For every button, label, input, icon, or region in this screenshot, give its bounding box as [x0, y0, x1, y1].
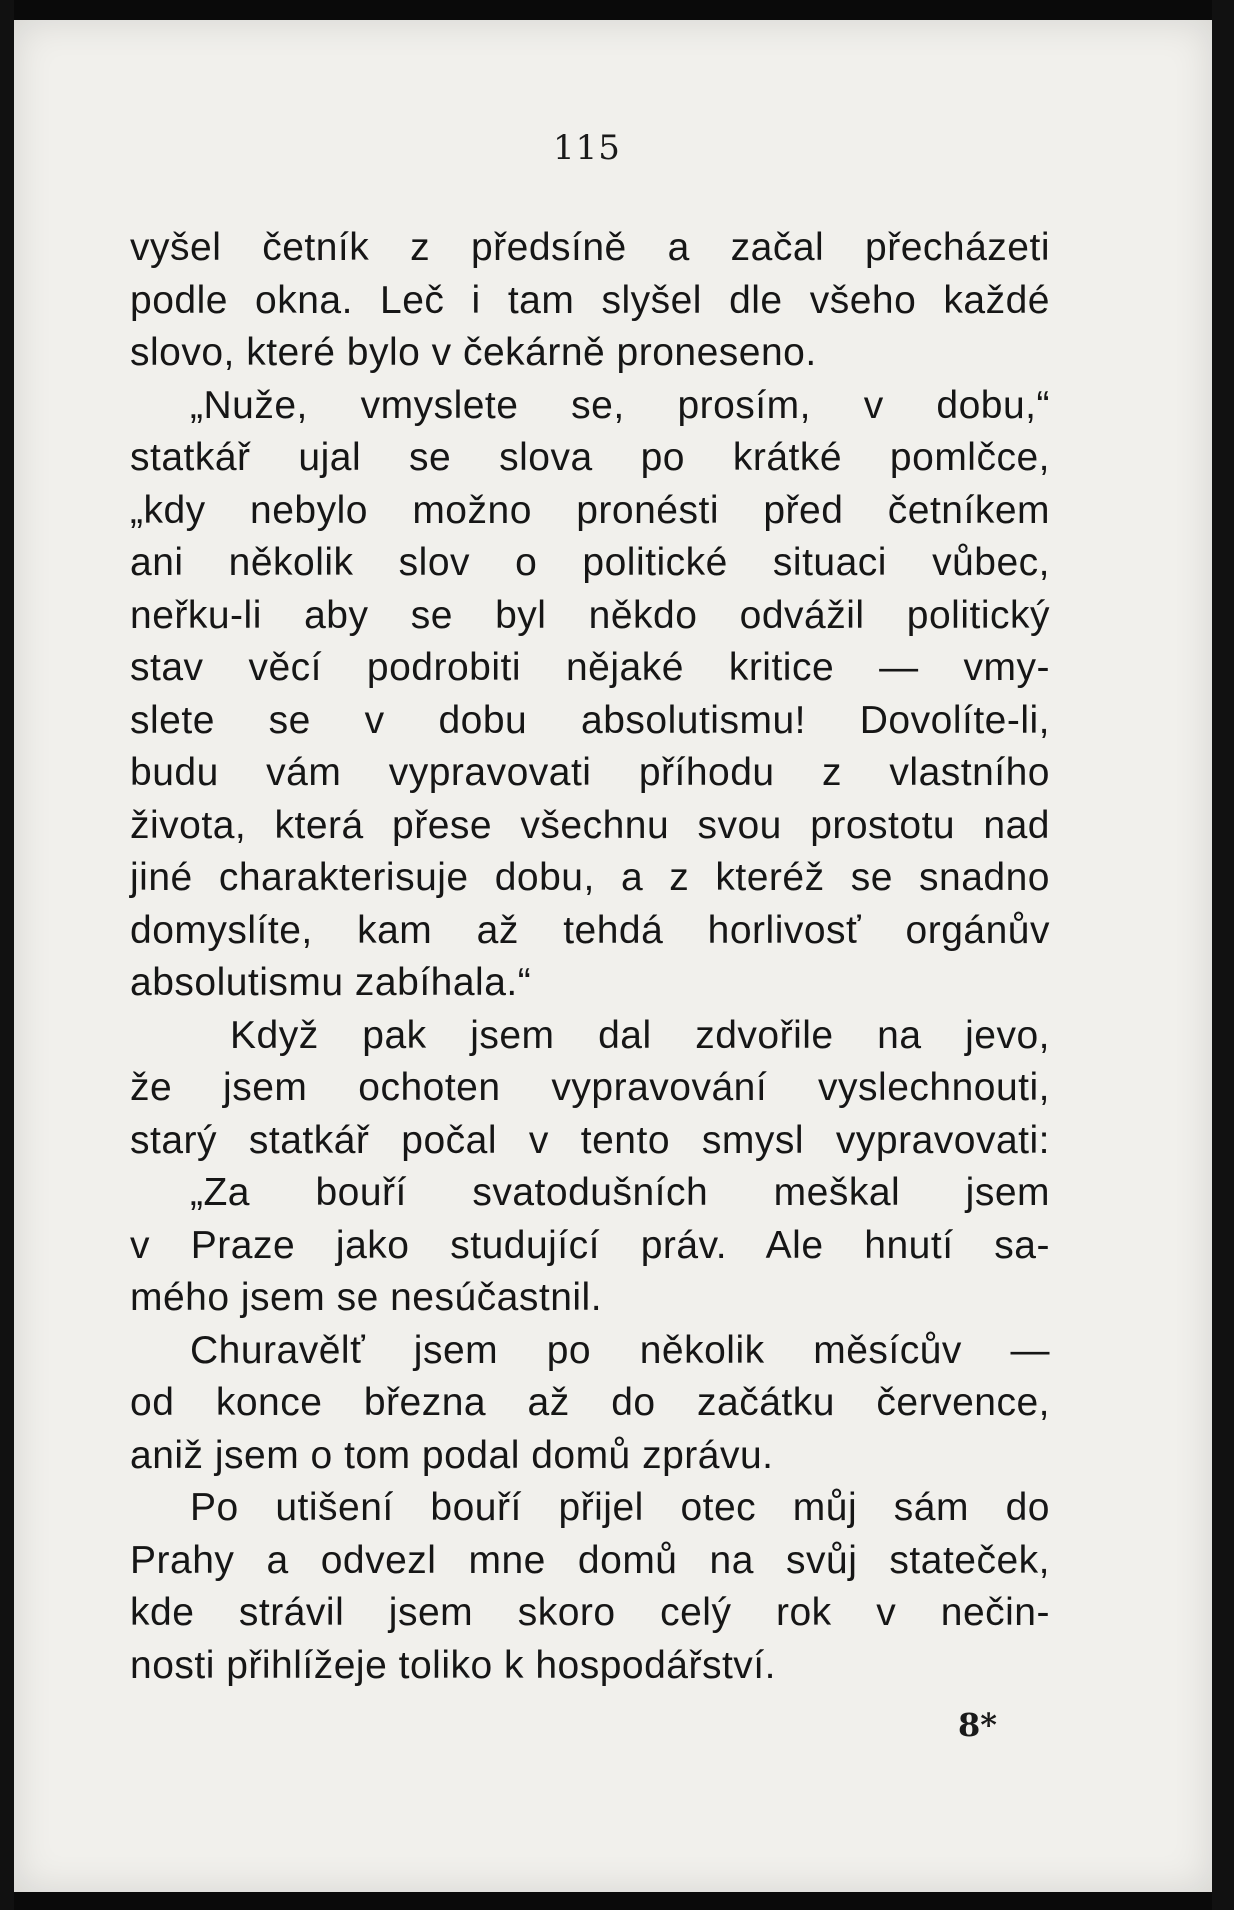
- text-line: domyslíte, kam až tehdá horlivosť orgánův: [130, 908, 1050, 952]
- text-line: v Praze jako studující práv. Ale hnutí sa-: [130, 1223, 1050, 1267]
- text-line: mého jsem se nesúčastnil.: [130, 1276, 603, 1319]
- text-line: „Za bouří svatodušních meškal jsem: [190, 1171, 1050, 1214]
- text-line: „kdy nebylo možno pronésti před četníkem: [130, 488, 1050, 532]
- text-line: od konce března až do začátku července,: [130, 1381, 1050, 1424]
- text-line: neřku-li aby se byl někdo odvážil politický: [130, 593, 1050, 637]
- text-line: statkář ujal se slova po krátké pomlčce,: [130, 436, 1050, 479]
- body-text: [130, 222, 1050, 1692]
- text-line: jiné charakterisuje dobu, a z kteréž se snadno: [130, 856, 1050, 899]
- text-line: Churavělť jsem po několik měsícův —: [190, 1328, 1050, 1372]
- text-line: absolutismu zabíhala.“: [130, 961, 532, 1004]
- text-line: ani několik slov o politické situaci vůbec,: [130, 541, 1050, 584]
- text-line: kde strávil jsem skoro celý rok v nečin-: [130, 1591, 1050, 1634]
- text-line: že jsem ochoten vypravování vyslechnouti,: [130, 1066, 1050, 1109]
- text-line: aniž jsem o tom podal domů zprávu.: [130, 1433, 774, 1477]
- text-line: života, která přese všechnu svou prostotu nad: [130, 803, 1050, 847]
- text-line: budu vám vypravovati příhodu z vlastního: [130, 751, 1050, 794]
- signature-mark: 8*: [958, 1706, 997, 1744]
- text-line: „Nuže, vmyslete se, prosím, v dobu,“: [190, 383, 1050, 427]
- text-line: nosti přihlížeje toliko k hospodářství.: [130, 1643, 776, 1687]
- text-line: slete se v dobu absolutismu! Dovolíte-li,: [130, 698, 1050, 742]
- text-line: stav věcí podrobiti nějaké kritice — vmy-: [130, 646, 1050, 689]
- right-page-edge: [1212, 0, 1234, 1910]
- text-line: Prahy a odvezl mne domů na svůj stateček,: [130, 1538, 1050, 1582]
- text-line: slovo, které bylo v čekárně proneseno.: [130, 331, 817, 374]
- text-line: Když pak jsem dal zdvořile na jevo,: [230, 1013, 1050, 1057]
- text-line: vyšel četník z předsíně a začal přecházeti: [130, 226, 1050, 269]
- text-line: starý statkář počal v tento smysl vypravovati:: [130, 1118, 1050, 1162]
- text-line: Po utišení bouří přijel otec můj sám do: [190, 1486, 1050, 1529]
- left-page-edge: [0, 0, 14, 1910]
- text-line: podle okna. Leč i tam slyšel dle všeho každé: [130, 278, 1050, 322]
- page-number: 115: [553, 128, 621, 168]
